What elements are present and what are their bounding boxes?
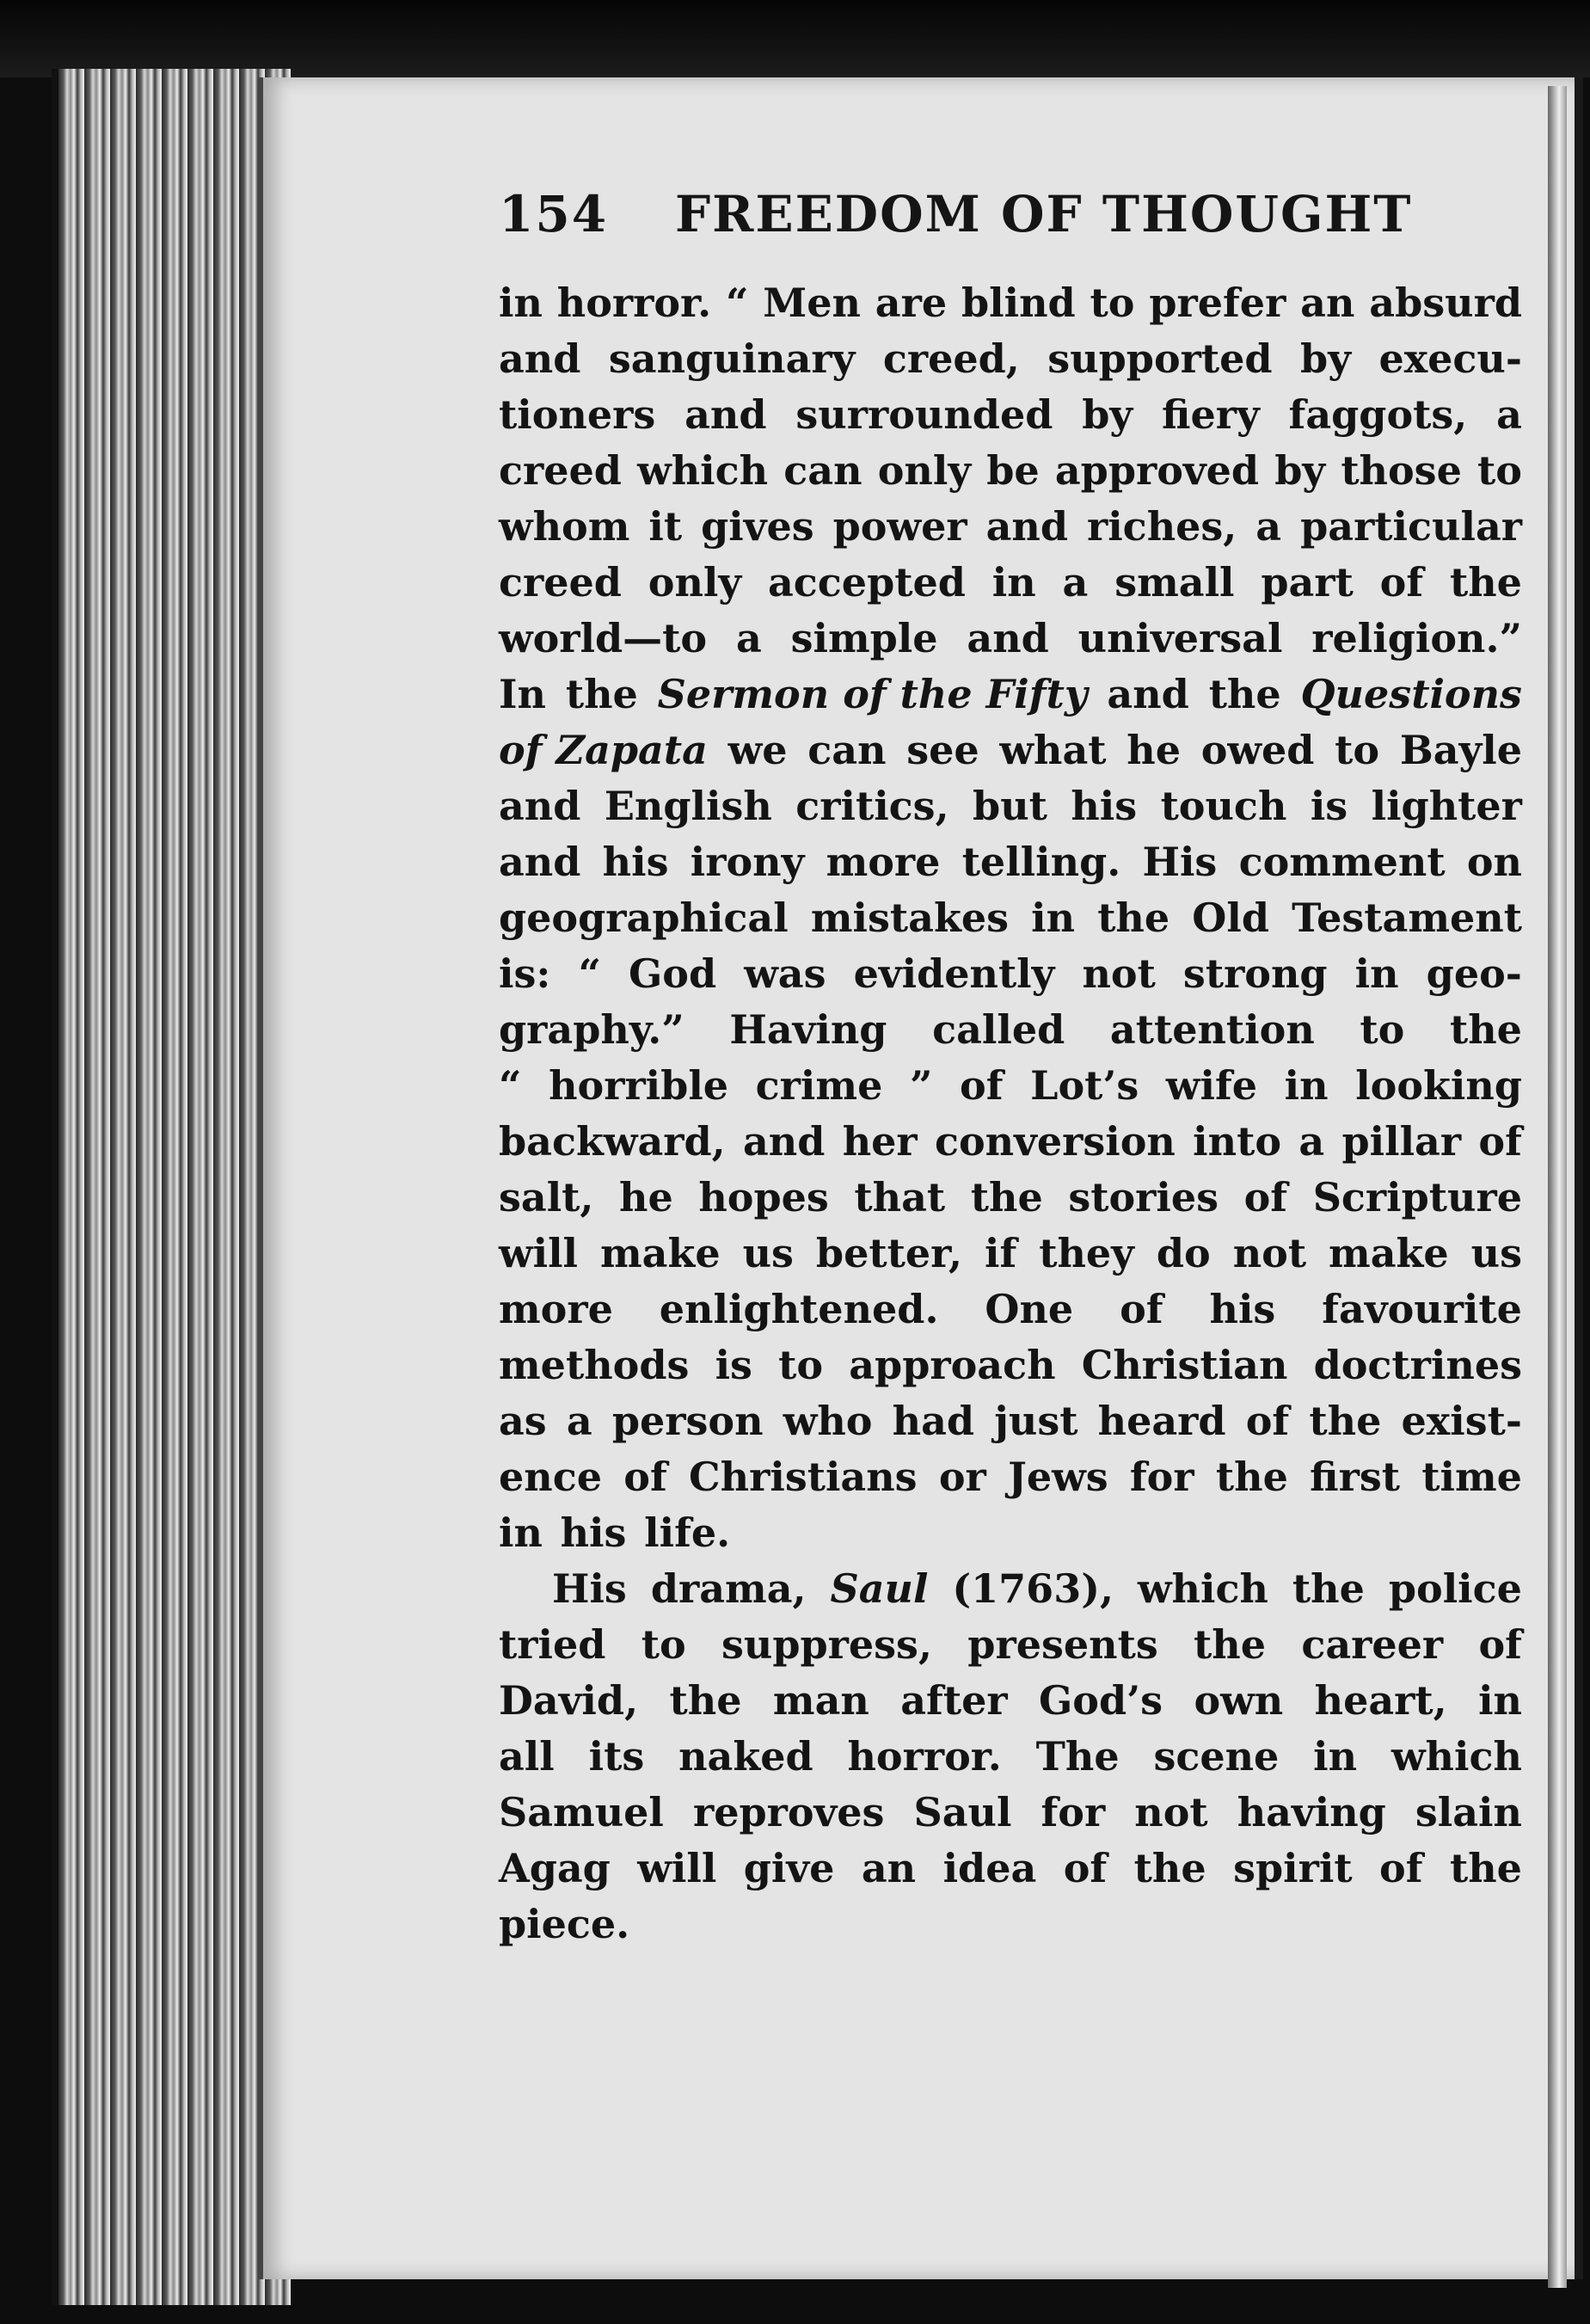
text-word: by xyxy=(1300,335,1351,382)
text-word: in xyxy=(499,280,543,326)
text-word: looking xyxy=(1355,1062,1522,1109)
text-word: into xyxy=(1193,1118,1282,1165)
text-word: of xyxy=(1243,1174,1288,1220)
text-word: life. xyxy=(644,1509,731,1556)
text-word: his xyxy=(602,839,669,885)
text-word: as xyxy=(499,1398,547,1444)
text-word: first xyxy=(1310,1454,1400,1500)
text-word: not xyxy=(1134,1789,1208,1835)
text-word: is: xyxy=(499,950,551,997)
text-word: in xyxy=(1313,1733,1358,1780)
text-line xyxy=(499,1282,1522,1337)
text-word: the xyxy=(1208,671,1281,717)
text-word: His xyxy=(552,1565,627,1612)
body-text xyxy=(499,275,1522,1952)
text-word: God’s xyxy=(1039,1677,1163,1724)
text-word: small xyxy=(1114,559,1235,606)
text-word: to xyxy=(778,1342,824,1388)
text-word: of xyxy=(1478,1118,1522,1165)
text-word: in xyxy=(991,559,1036,606)
text-word: religion.” xyxy=(1311,615,1522,661)
text-word: all xyxy=(499,1733,555,1780)
text-line xyxy=(499,1337,1522,1393)
text-word: universal xyxy=(1077,615,1283,661)
text-word: methods xyxy=(499,1342,690,1388)
text-word: he xyxy=(1127,727,1181,773)
text-word: of xyxy=(1063,1845,1108,1891)
text-word: absurd xyxy=(1369,280,1522,326)
text-line xyxy=(499,890,1522,946)
text-word: spirit xyxy=(1233,1845,1353,1891)
text-word: faggots, xyxy=(1288,391,1468,438)
text-word: in xyxy=(1478,1677,1522,1724)
text-word: “ xyxy=(725,280,749,326)
text-word: favourite xyxy=(1322,1286,1522,1332)
page-number: 154 xyxy=(499,185,609,243)
text-line xyxy=(499,1170,1522,1226)
text-word: or xyxy=(938,1454,986,1500)
text-word: In xyxy=(499,671,546,717)
text-word: do xyxy=(1156,1230,1211,1276)
text-word: part xyxy=(1261,559,1354,606)
text-word: Christian xyxy=(1081,1342,1288,1388)
text-word: the xyxy=(669,1677,742,1724)
text-word: it xyxy=(648,503,683,550)
text-word: of xyxy=(1478,1621,1522,1668)
text-word: “ xyxy=(499,1062,522,1109)
text-line xyxy=(499,1841,1522,1897)
text-word: just xyxy=(994,1398,1078,1444)
text-line xyxy=(499,611,1522,667)
text-word: enlightened. xyxy=(659,1286,939,1332)
text-line xyxy=(499,1226,1522,1282)
text-word: salt, xyxy=(499,1174,594,1220)
text-word: own xyxy=(1194,1677,1284,1724)
text-word: called xyxy=(932,1006,1065,1053)
text-word: in xyxy=(499,1509,543,1556)
text-word: and xyxy=(684,391,767,438)
text-word: evidently xyxy=(853,950,1055,997)
text-word: accepted xyxy=(767,559,966,606)
text-word: give xyxy=(743,1845,835,1891)
text-word: police xyxy=(1388,1565,1522,1612)
text-word: for xyxy=(1041,1789,1106,1835)
text-word: creed xyxy=(499,447,622,494)
text-word: the xyxy=(970,1174,1043,1220)
text-word: they xyxy=(1039,1230,1134,1276)
text-word: exist- xyxy=(1401,1398,1522,1444)
text-word: her xyxy=(842,1118,918,1165)
text-word: Saul xyxy=(913,1789,1012,1835)
text-word: One xyxy=(985,1286,1074,1332)
text-word: suppress, xyxy=(721,1621,932,1668)
text-word: person xyxy=(611,1398,764,1444)
text-word: is xyxy=(715,1342,752,1388)
text-word: heart, xyxy=(1314,1677,1447,1724)
text-word: horror. xyxy=(556,280,712,326)
text-word: its xyxy=(588,1733,645,1780)
text-word: who xyxy=(783,1398,873,1444)
text-word: and xyxy=(499,335,581,382)
text-word: doctrines xyxy=(1313,1342,1522,1388)
text-word: in xyxy=(1354,950,1399,997)
text-word: on xyxy=(1466,839,1522,885)
text-word: us xyxy=(1470,1230,1522,1276)
text-word: those xyxy=(1341,447,1462,494)
text-word: in xyxy=(1284,1062,1329,1109)
text-word: ” xyxy=(909,1062,933,1109)
text-word: geo- xyxy=(1426,950,1522,997)
text-word: Questions xyxy=(1300,671,1522,717)
text-word: Lot’s xyxy=(1030,1062,1139,1109)
text-word: but xyxy=(973,783,1047,829)
text-word: by xyxy=(1082,391,1133,438)
text-word: pillar xyxy=(1341,1118,1462,1165)
text-word: creed xyxy=(499,559,622,606)
text-word: touch xyxy=(1160,783,1287,829)
text-word: of xyxy=(1245,1398,1290,1444)
text-word: and xyxy=(967,615,1049,661)
text-word: wife xyxy=(1165,1062,1258,1109)
text-word: supported xyxy=(1047,335,1273,382)
text-word: to xyxy=(1360,1006,1405,1053)
text-word: backward, xyxy=(499,1118,726,1165)
text-word: conversion xyxy=(934,1118,1176,1165)
running-title: FREEDOM OF THOUGHT xyxy=(675,185,1413,243)
text-word: Agag xyxy=(499,1845,611,1891)
text-word: only xyxy=(648,559,742,606)
text-word: Men xyxy=(763,280,861,326)
text-line xyxy=(499,1505,1522,1561)
text-word: his xyxy=(1209,1286,1276,1332)
text-word: particular xyxy=(1300,503,1522,550)
text-word: the xyxy=(1133,1845,1206,1891)
text-word: approved xyxy=(1054,447,1260,494)
text-word: having xyxy=(1237,1789,1386,1835)
text-word: Bayle xyxy=(1399,727,1522,773)
text-word: more xyxy=(826,839,941,885)
text-word: tried xyxy=(499,1621,606,1668)
text-word: what xyxy=(999,727,1107,773)
text-line xyxy=(499,722,1522,778)
text-word: to xyxy=(1477,447,1522,494)
book-page-edges xyxy=(52,69,291,2305)
text-word: and xyxy=(985,503,1068,550)
text-word: whom xyxy=(499,503,630,550)
text-word: critics, xyxy=(795,783,949,829)
text-word: not xyxy=(1232,1230,1307,1276)
text-word: telling. xyxy=(961,839,1121,885)
text-line xyxy=(499,946,1522,1002)
text-word: the xyxy=(1194,1621,1267,1668)
text-word: irony xyxy=(690,839,805,885)
text-word: to xyxy=(1335,727,1380,773)
text-word: strong xyxy=(1182,950,1328,997)
text-line xyxy=(499,834,1522,890)
text-word: drama, xyxy=(650,1565,807,1612)
text-word: to xyxy=(1090,280,1135,326)
text-word: for xyxy=(1129,1454,1194,1500)
text-word: owed xyxy=(1200,727,1315,773)
text-word: world—to xyxy=(499,615,708,661)
text-word: attention xyxy=(1109,1006,1315,1053)
text-word: horrible xyxy=(549,1062,729,1109)
text-word: can xyxy=(807,727,887,773)
text-word: see xyxy=(906,727,979,773)
text-word: creed, xyxy=(882,335,1020,382)
text-word: presents xyxy=(967,1621,1158,1668)
text-word: the xyxy=(1449,1006,1522,1053)
text-line xyxy=(499,1058,1522,1114)
text-word: will xyxy=(499,1230,579,1276)
text-line xyxy=(499,387,1522,443)
text-word: us xyxy=(742,1230,794,1276)
text-word: if xyxy=(984,1230,1017,1276)
text-word: riches, xyxy=(1086,503,1237,550)
text-word: the xyxy=(1215,1454,1288,1500)
text-word: tioners xyxy=(499,391,656,438)
text-word: approach xyxy=(849,1342,1056,1388)
text-word: can xyxy=(783,447,863,494)
text-line xyxy=(499,443,1522,499)
text-word: the xyxy=(1449,1845,1522,1891)
text-line xyxy=(499,555,1522,611)
text-word: that xyxy=(854,1174,946,1220)
text-word: Christians xyxy=(689,1454,918,1500)
text-word: which xyxy=(1137,1565,1268,1612)
text-line xyxy=(499,1785,1522,1841)
text-word: idea xyxy=(942,1845,1037,1891)
text-word: the xyxy=(1097,895,1170,941)
text-word: man xyxy=(772,1677,869,1724)
text-word: Sermon of the Fifty xyxy=(657,671,1088,717)
text-word: heard xyxy=(1097,1398,1226,1444)
text-word: of xyxy=(1120,1286,1163,1332)
text-word: Old xyxy=(1192,895,1270,941)
text-word: he xyxy=(619,1174,673,1220)
text-word: hopes xyxy=(698,1174,829,1220)
text-word: the xyxy=(1309,1398,1382,1444)
text-word: Saul xyxy=(830,1565,929,1612)
text-word: of Zapata xyxy=(499,727,708,773)
text-word: be xyxy=(986,447,1040,494)
text-word: stories xyxy=(1068,1174,1219,1220)
text-word: fiery xyxy=(1162,391,1260,438)
text-word: reproves xyxy=(692,1789,885,1835)
text-word: execu- xyxy=(1378,335,1522,382)
text-word: career xyxy=(1301,1621,1444,1668)
text-word: make xyxy=(600,1230,721,1276)
text-word: sanguinary xyxy=(608,335,856,382)
text-word: surrounded xyxy=(795,391,1053,438)
text-word: Scripture xyxy=(1312,1174,1522,1220)
text-word: naked xyxy=(678,1733,813,1780)
text-word: ence xyxy=(499,1454,602,1500)
text-word: a xyxy=(735,615,762,661)
text-word: by xyxy=(1274,447,1326,494)
text-word: and xyxy=(1107,671,1189,717)
text-word: (1763), xyxy=(952,1565,1114,1612)
text-word: mistakes xyxy=(810,895,1009,941)
text-word: comment xyxy=(1238,839,1446,885)
text-word: a xyxy=(1496,391,1522,438)
text-word: Samuel xyxy=(499,1789,664,1835)
text-word: of xyxy=(960,1062,1004,1109)
text-line xyxy=(499,1449,1522,1505)
text-word: His xyxy=(1142,839,1218,885)
text-word: piece. xyxy=(499,1901,630,1947)
text-word: prefer xyxy=(1149,280,1286,326)
text-word: lighter xyxy=(1371,783,1522,829)
text-word: more xyxy=(499,1286,613,1332)
text-word: and xyxy=(499,783,581,829)
text-line xyxy=(499,275,1522,331)
text-word: after xyxy=(900,1677,1008,1724)
text-word: English xyxy=(604,783,772,829)
text-word: scene xyxy=(1153,1733,1280,1780)
text-word: gives xyxy=(701,503,814,550)
text-word: horror. xyxy=(847,1733,1002,1780)
text-word: only xyxy=(877,447,972,494)
text-word: a xyxy=(566,1398,592,1444)
text-line xyxy=(499,331,1522,387)
text-word: are xyxy=(875,280,948,326)
text-word: not xyxy=(1082,950,1156,997)
page-right-edge xyxy=(1548,86,1567,2288)
text-line xyxy=(499,1561,1522,1617)
text-line xyxy=(499,1673,1522,1729)
text-word: which xyxy=(1390,1733,1522,1780)
text-word: graphy.” xyxy=(499,1006,684,1053)
text-word: is xyxy=(1310,783,1348,829)
text-word: his xyxy=(560,1509,627,1556)
text-word: to xyxy=(641,1621,686,1668)
text-line xyxy=(499,778,1522,834)
text-word: blind xyxy=(961,280,1076,326)
text-line xyxy=(499,1617,1522,1673)
text-line xyxy=(499,1729,1522,1785)
text-word: the xyxy=(565,671,638,717)
text-word: which xyxy=(637,447,769,494)
text-word: a xyxy=(1255,503,1282,550)
text-word: of xyxy=(1379,1845,1423,1891)
text-word: Testament xyxy=(1292,895,1522,941)
text-word: in xyxy=(1031,895,1076,941)
text-line xyxy=(499,499,1522,555)
text-word: and xyxy=(499,839,581,885)
text-line xyxy=(499,1002,1522,1058)
text-word: Having xyxy=(729,1006,887,1053)
text-word: a xyxy=(1062,559,1089,606)
text-word: of xyxy=(623,1454,667,1500)
text-line xyxy=(499,1114,1522,1170)
text-word: time xyxy=(1421,1454,1522,1500)
text-word: slain xyxy=(1415,1789,1522,1835)
text-word: God xyxy=(628,950,717,997)
text-word: an xyxy=(1300,280,1355,326)
text-word: geographical xyxy=(499,895,789,941)
text-line xyxy=(499,1897,1522,1952)
text-word: “ xyxy=(578,950,601,997)
text-word: an xyxy=(861,1845,917,1891)
text-line xyxy=(499,1393,1522,1449)
text-word: of xyxy=(1379,559,1424,606)
text-word: power xyxy=(832,503,967,550)
text-word: a xyxy=(1298,1118,1325,1165)
text-word: had xyxy=(892,1398,975,1444)
text-word: the xyxy=(1449,559,1522,606)
text-word: the xyxy=(1292,1565,1365,1612)
text-word: simple xyxy=(790,615,938,661)
text-word: crime xyxy=(755,1062,883,1109)
running-header xyxy=(499,185,1522,254)
text-word: make xyxy=(1329,1230,1449,1276)
text-word: and xyxy=(742,1118,826,1165)
text-word: Jews xyxy=(1008,1454,1108,1500)
text-word: his xyxy=(1071,783,1138,829)
text-word: we xyxy=(727,727,788,773)
text-word: better, xyxy=(815,1230,963,1276)
text-word: The xyxy=(1035,1733,1120,1780)
text-word: will xyxy=(637,1845,717,1891)
text-word: was xyxy=(744,950,826,997)
text-line xyxy=(499,667,1522,722)
text-word: David, xyxy=(499,1677,639,1724)
scan-background xyxy=(0,0,1590,77)
